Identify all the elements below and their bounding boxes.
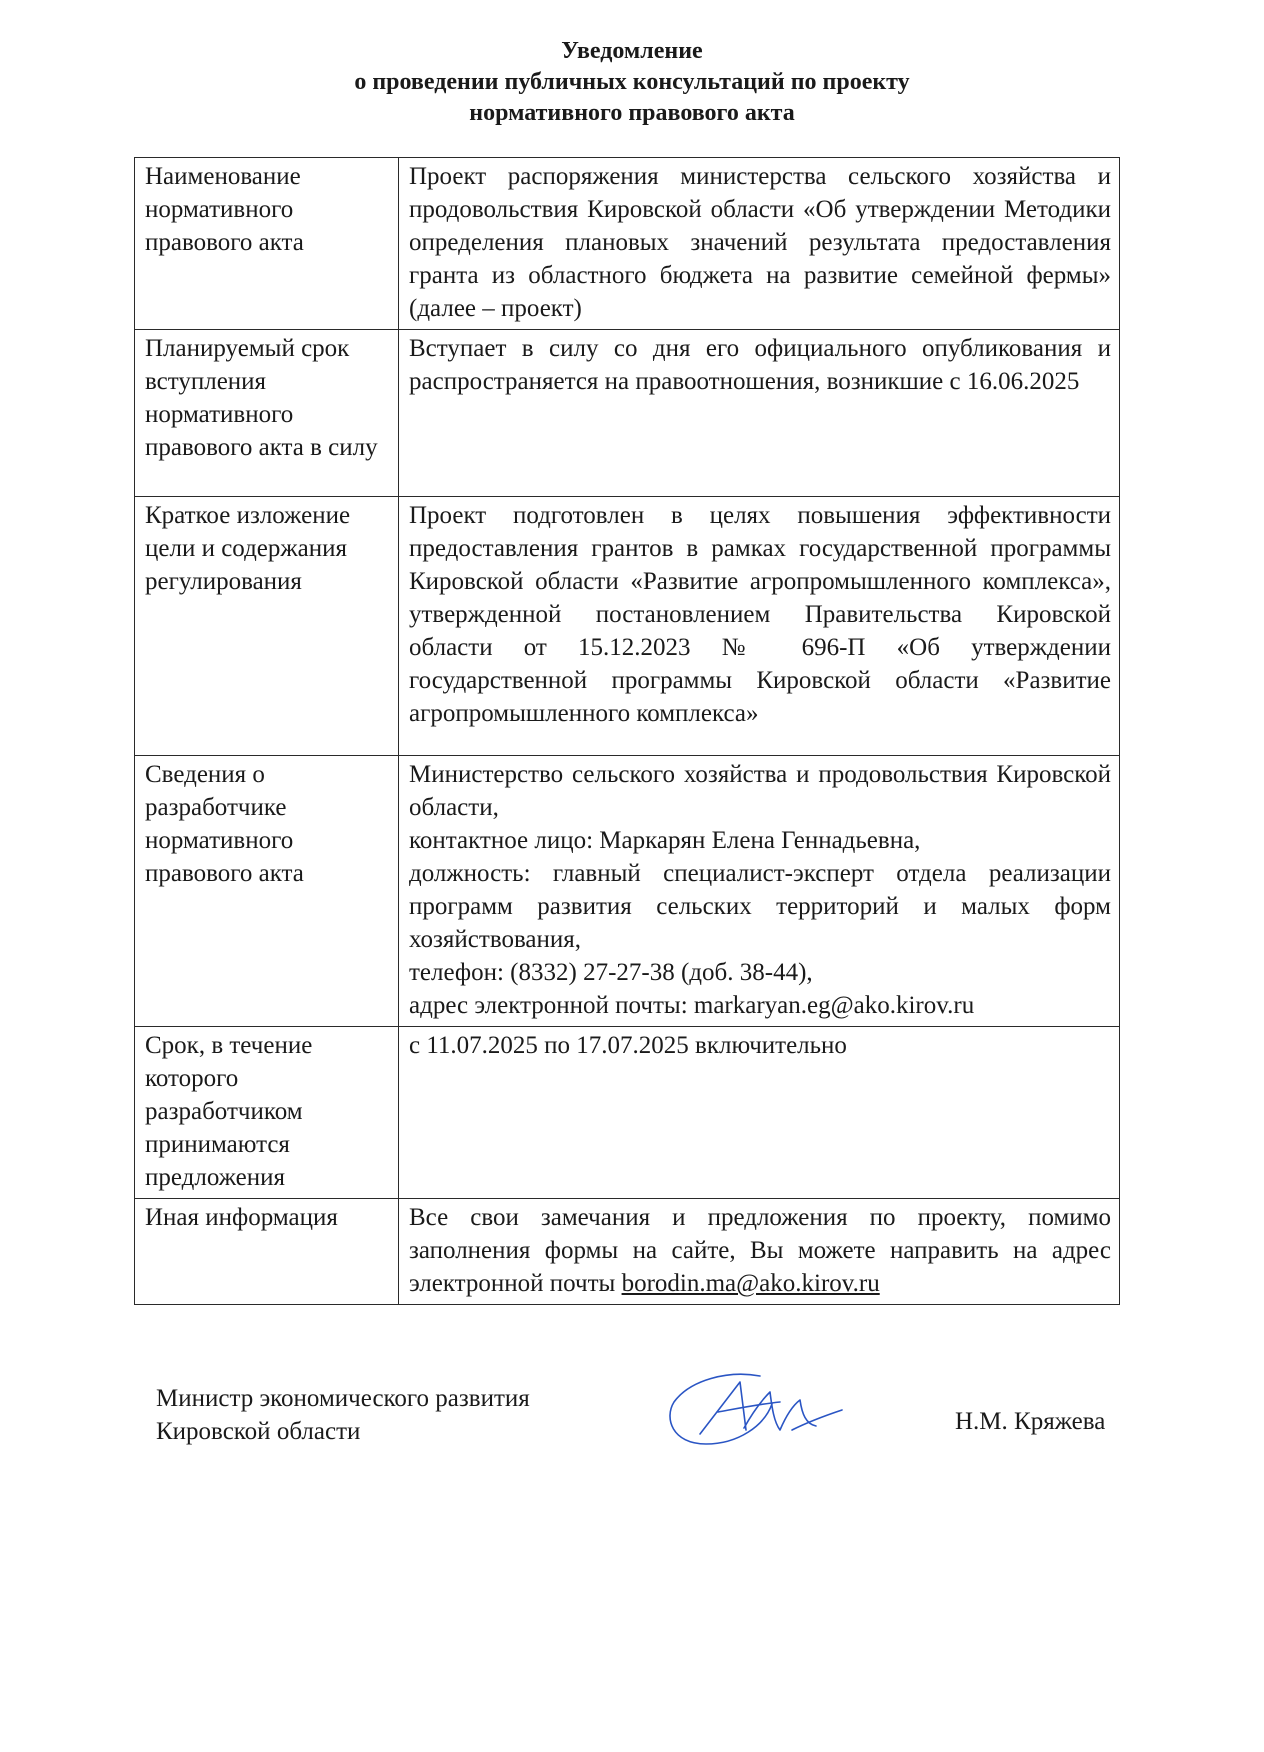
row-value-summary: Проект подготовлен в целях повышения эффективности предоставления грантов в рамках государственной программы Кировской области «Развитие агропромышленного комплекса», утвержденной постановлением Правительства Кировской области от 15.12.2023 № 696-П «Об утверждении государственной программы Кировской области «Развитие агропромышленного комплекса» bbox=[399, 497, 1120, 756]
borodin-email-link[interactable]: borodin.ma@ako.kirov.ru bbox=[621, 1270, 880, 1297]
developer-ministry: Министерство сельского хозяйства и продовольствия Кировской области, bbox=[409, 761, 1111, 821]
row-value-deadline: с 11.07.2025 по 17.07.2025 включительно bbox=[399, 1027, 1120, 1199]
heading-line-2: о проведении публичных консультаций по проекту bbox=[354, 69, 910, 95]
heading-line-1: Уведомление bbox=[561, 38, 703, 64]
row-label-developer: Сведения о разработчике нормативного правового акта bbox=[135, 756, 399, 1027]
row-label-summary: Краткое изложение цели и содержания регулирования bbox=[135, 497, 399, 756]
row-value-developer bbox=[399, 756, 1120, 1027]
row-label-effective-date: Планируемый срок вступления нормативного правового акта в силу bbox=[135, 330, 399, 497]
row-value-other-info bbox=[399, 1199, 1120, 1305]
signer-position bbox=[156, 1382, 530, 1448]
table-row bbox=[135, 756, 1120, 1027]
table-row bbox=[135, 1199, 1120, 1305]
other-info-text: Все свои замечания и предложения по проекту, помимо заполнения формы на сайте, Вы можете направить на адрес электронной почты bbox=[409, 1204, 1111, 1297]
developer-phone: телефон: (8332) 27-27-38 (доб. 38-44), bbox=[409, 959, 813, 986]
signer-position-line-2: Кировской области bbox=[156, 1418, 361, 1445]
signer-name: Н.М. Кряжева bbox=[955, 1408, 1106, 1435]
signer-position-line-1: Министр экономического развития bbox=[156, 1385, 530, 1412]
handwritten-signature bbox=[660, 1360, 850, 1460]
table-row bbox=[135, 1027, 1120, 1199]
notice-table bbox=[134, 157, 1120, 1305]
table-row bbox=[135, 497, 1120, 756]
developer-contact-person: контактное лицо: Маркарян Елена Геннадьевна, bbox=[409, 827, 921, 854]
heading-line-3: нормативного правового акта bbox=[469, 100, 795, 126]
row-label-other-info: Иная информация bbox=[135, 1199, 399, 1305]
developer-email: адрес электронной почты: markaryan.eg@ako.kirov.ru bbox=[409, 992, 975, 1019]
signature-strokes bbox=[670, 1374, 842, 1444]
row-label-deadline: Срок, в течение которого разработчиком принимаются предложения bbox=[135, 1027, 399, 1199]
document-heading bbox=[0, 36, 1264, 129]
row-label-act-name: Наименование нормативного правового акта bbox=[135, 158, 399, 330]
row-value-act-name: Проект распоряжения министерства сельского хозяйства и продовольствия Кировской области «Об утверждении Методики определения плановых значений результата предоставления гранта из областного бюджета на развитие семейной фермы» (далее – проект) bbox=[399, 158, 1120, 330]
table-row bbox=[135, 158, 1120, 330]
row-value-effective-date: Вступает в силу со дня его официального опубликования и распространяется на правоотношения, возникшие с 16.06.2025 bbox=[399, 330, 1120, 497]
table-row bbox=[135, 330, 1120, 497]
developer-position: должность: главный специалист-эксперт отдела реализации программ развития сельских территорий и малых форм хозяйствования, bbox=[409, 860, 1111, 953]
